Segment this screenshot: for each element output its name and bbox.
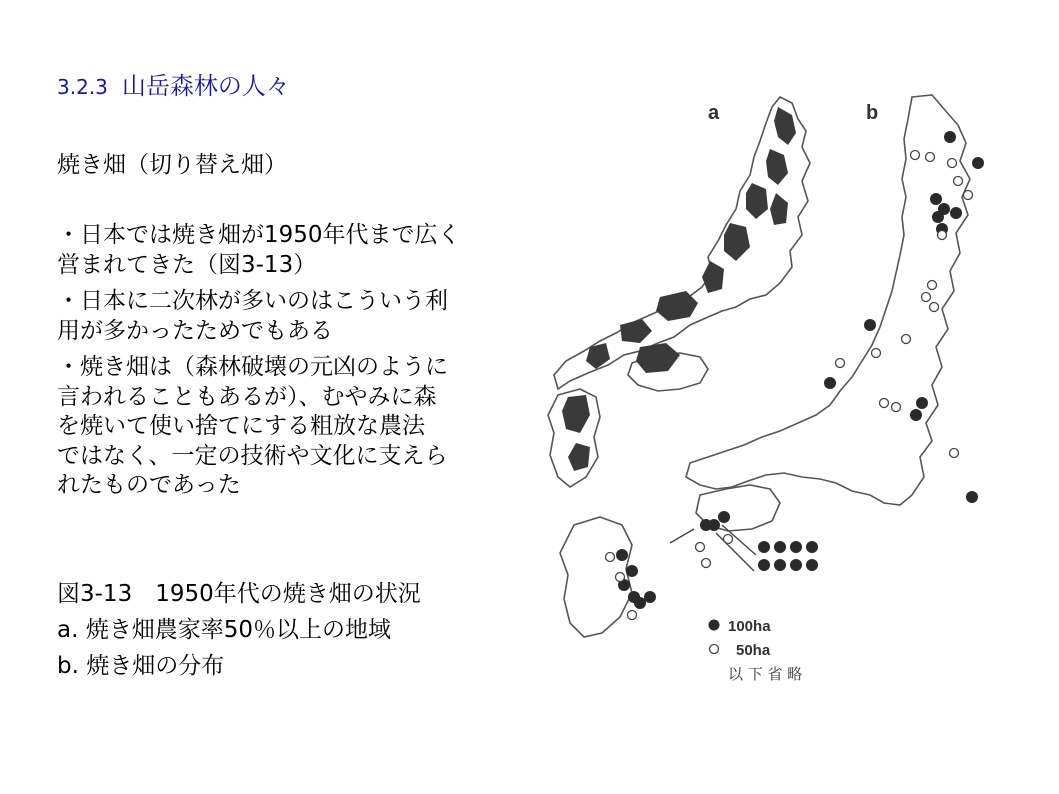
map-a-honshu-north xyxy=(554,97,810,389)
legend-filled-dot xyxy=(709,620,720,631)
figure-caption xyxy=(57,576,421,684)
legend-open-label: 50ha xyxy=(736,642,771,659)
bullet-list xyxy=(57,221,527,508)
bullet-item: ・焼き畑は（森林破壊の元凶のように 言われることもあるが）、むやみに森 を焼いて使い捨てにする粗放な農法 ではなく、一定の技術や文化に支えら れたものであった xyxy=(57,354,448,498)
japan-maps-figure xyxy=(540,85,1045,705)
topic-subtitle: 焼き畑（切り替え畑） xyxy=(57,152,287,178)
slide-heading xyxy=(57,66,290,101)
legend-open-dot xyxy=(710,645,719,654)
bullet-item: ・日本に二次林が多いのはこういう利 用が多かったためでもある xyxy=(57,288,448,344)
legend-note: 以 下 省 略 xyxy=(728,665,803,683)
maps-svg xyxy=(540,85,1045,705)
caption-a: a. 焼き畑農家率50％以上の地域 xyxy=(57,617,391,643)
leader-lines xyxy=(670,525,756,571)
caption-title: 図3-13 1950年代の焼き畑の状況 xyxy=(57,581,421,607)
map-legend xyxy=(709,618,803,683)
legend-filled-label: 100ha xyxy=(728,618,771,635)
panel-a-label: a xyxy=(708,102,720,124)
section-number: 3.2.3 xyxy=(57,75,108,99)
section-title: 山岳森林の人々 xyxy=(121,72,290,100)
bullet-item: ・日本では焼き畑が1950年代まで広く 営まれてきた（図3-13） xyxy=(57,222,461,278)
caption-b: b. 焼き畑の分布 xyxy=(57,653,225,679)
panel-b-label: b xyxy=(866,102,879,124)
